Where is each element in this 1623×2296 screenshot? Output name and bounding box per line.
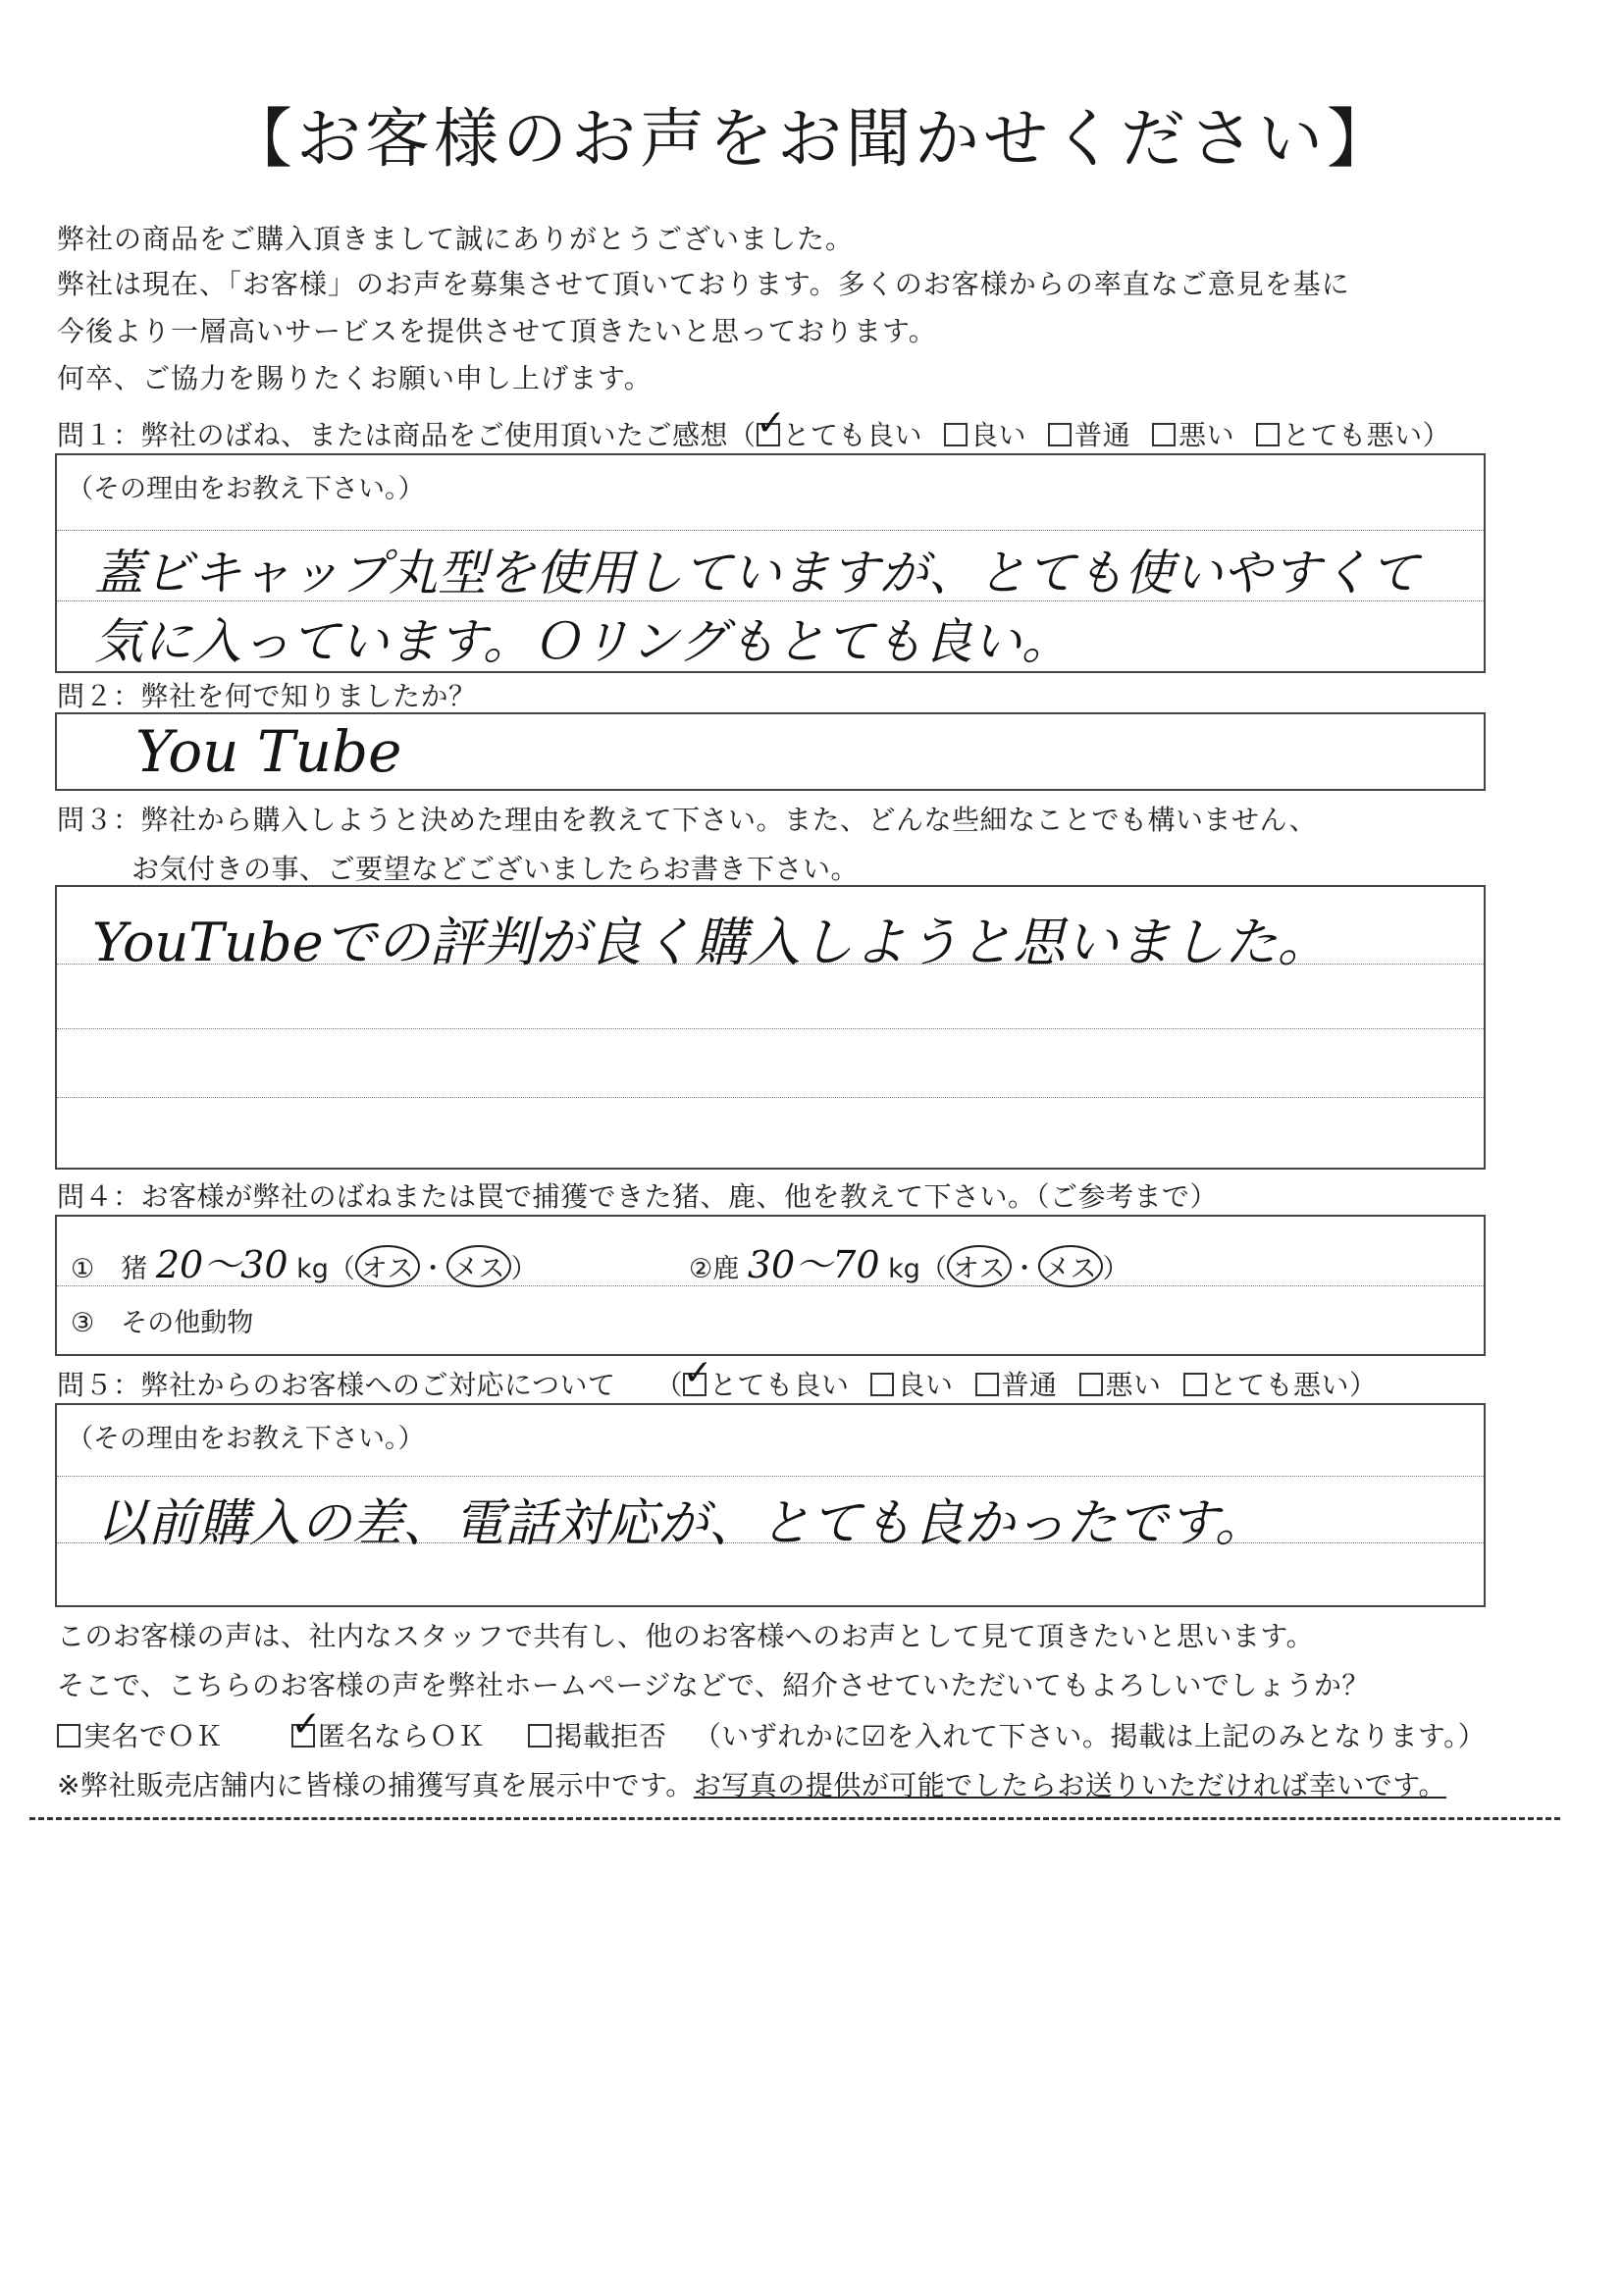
q2-question: 問２：弊社を何で知りましたか？ <box>57 680 477 712</box>
q1-option-4[interactable]: 悪い <box>1152 419 1234 451</box>
q4-boar-value: 20～30 <box>155 1243 288 1286</box>
q1-question: 問１：弊社のばね、または商品をご使用頂いたご感想 <box>57 419 729 451</box>
checkbox-checked-icon <box>757 423 780 446</box>
page-title: 【お客様のお声をお聞かせください】 <box>228 101 1395 177</box>
q1-option-3[interactable]: 普通 <box>1048 419 1130 451</box>
q5-option-1[interactable]: ✓ とても良い <box>683 1369 850 1401</box>
q1-option-2[interactable]: 良い <box>944 419 1026 451</box>
q5-option-2[interactable]: 良い <box>870 1369 953 1401</box>
checkbox-icon <box>870 1373 894 1396</box>
q2-handwritten-answer: You Tube <box>135 718 402 785</box>
checkbox-icon <box>975 1373 999 1396</box>
q4-boar-unit: kg <box>296 1254 329 1284</box>
q3-question-line-1: 問３：弊社から購入しようと決めた理由を教えて下さい。また、どんな些細なことでも構いません、 <box>57 804 1318 836</box>
footer-line-1: このお客様の声は、社内なスタッフで共有し、他のお客様へのお声として見て頂きたいと思います。 <box>57 1620 1315 1652</box>
q5-question-row: 問５：弊社からのお客様へのご対応について （✓ とても良い 良い 普通 悪い とても悪い） <box>57 1364 1378 1403</box>
q4-boar-female[interactable]: メス <box>446 1245 511 1287</box>
cut-line <box>29 1817 1560 1820</box>
q5-option-4[interactable]: 悪い <box>1079 1369 1162 1401</box>
checkbox-icon <box>528 1724 551 1748</box>
q5-answer-box[interactable] <box>55 1403 1486 1607</box>
checkbox-checked-icon <box>291 1724 315 1748</box>
q4-boar-label: ① 猪 <box>71 1254 148 1284</box>
q3-handwritten-answer: YouTubeでの評判が良く購入しようと思いました。 <box>92 912 1331 973</box>
photo-note-a: ※弊社販売店舗内に皆様の捕獲写真を展示中です。 <box>57 1769 694 1801</box>
q5-reason-label: （その理由をお教え下さい。） <box>67 1424 425 1454</box>
photo-note-b: お写真の提供が可能でしたらお送りいただければ幸いです。 <box>693 1769 1446 1801</box>
photo-note <box>57 1764 1446 1803</box>
checkbox-icon <box>1183 1373 1207 1396</box>
checkbox-checked-icon <box>683 1373 707 1396</box>
q2-answer-box[interactable] <box>55 712 1486 791</box>
q4-answer-box[interactable] <box>55 1215 1486 1356</box>
q1-handwritten-line-1: 蓋ビキャップ丸型を使用していますが、とても使いやすくて <box>94 545 1419 601</box>
checkbox-icon <box>944 423 968 446</box>
q4-deer-male[interactable]: オス <box>947 1245 1012 1287</box>
q1-reason-label: （その理由をお教え下さい。） <box>67 474 425 504</box>
q4-deer-label: ②鹿 <box>689 1254 740 1284</box>
q4-boar-male[interactable]: オス <box>355 1245 420 1287</box>
checkbox-icon <box>1048 423 1072 446</box>
checkbox-icon <box>1256 423 1280 446</box>
intro-line-2: 弊社は現在、「お客様」のお声を募集させて頂いております。多くのお客様からの率直なご意見を基に <box>57 268 1350 300</box>
q4-boar-row: ① 猪 20～30 kg（ オス ・ メス ） <box>71 1243 538 1286</box>
q5-option-3[interactable]: 普通 <box>975 1369 1058 1401</box>
q1-handwritten-line-2: 気に入っています。Ｏリングもとても良い。 <box>94 613 1071 670</box>
q4-other-label: ③ その他動物 <box>71 1308 254 1338</box>
intro-line-1: 弊社の商品をご購入頂きまして誠にありがとうございました。 <box>57 223 855 255</box>
intro-line-3: 今後より一層高いサービスを提供させて頂きたいと思っております。 <box>57 315 937 347</box>
q4-deer-row: ②鹿 30～70 kg（ オス ・ メス ） <box>689 1243 1129 1286</box>
q5-option-5[interactable]: とても悪い <box>1183 1369 1350 1401</box>
footer-line-2: そこで、こちらのお客様の声を弊社ホームページなどで、紹介させていただいてもよろしいでしょうか？ <box>57 1669 1370 1701</box>
q5-handwritten-answer: 以前購入の差、電話対応が、とても良かったです。 <box>96 1494 1266 1553</box>
checkbox-icon <box>57 1724 80 1748</box>
q1-option-1[interactable]: ✓ とても良い <box>757 419 923 451</box>
q4-deer-value: 30～70 <box>747 1243 880 1286</box>
checkbox-icon <box>1152 423 1176 446</box>
consent-note: （いずれかに☑を入れて下さい。掲載は上記のみとなります。） <box>693 1720 1487 1752</box>
q1-question-row: 問１：弊社のばね、または商品をご使用頂いたご感想（✓ とても良い 良い 普通 悪い とても悪い） <box>57 414 1450 453</box>
q3-question-line-2: お気付きの事、ご要望などございましたらお書き下さい。 <box>131 853 860 885</box>
q4-deer-unit: kg <box>888 1254 920 1284</box>
q5-question: 問５：弊社からのお客様へのご対応について <box>57 1369 616 1401</box>
q4-question: 問４：お客様が弊社のばねまたは罠で捕獲できた猪、鹿、他を教えて下さい。（ご参考まで） <box>57 1180 1219 1213</box>
consent-row <box>57 1715 1486 1754</box>
q3-answer-box[interactable] <box>55 885 1486 1170</box>
intro-line-4: 何卒、ご協力を賜りたくお願い申し上げます。 <box>57 362 653 394</box>
consent-anonymous[interactable]: ✓ 匿名ならＯＫ <box>291 1720 486 1752</box>
q4-deer-female[interactable]: メス <box>1038 1245 1103 1287</box>
q1-answer-box[interactable] <box>55 453 1486 673</box>
consent-refuse[interactable]: 掲載拒否 <box>528 1720 666 1752</box>
q1-option-5[interactable]: とても悪い <box>1256 419 1423 451</box>
checkbox-icon <box>1079 1373 1103 1396</box>
consent-real-name[interactable]: 実名でＯＫ <box>57 1720 224 1752</box>
